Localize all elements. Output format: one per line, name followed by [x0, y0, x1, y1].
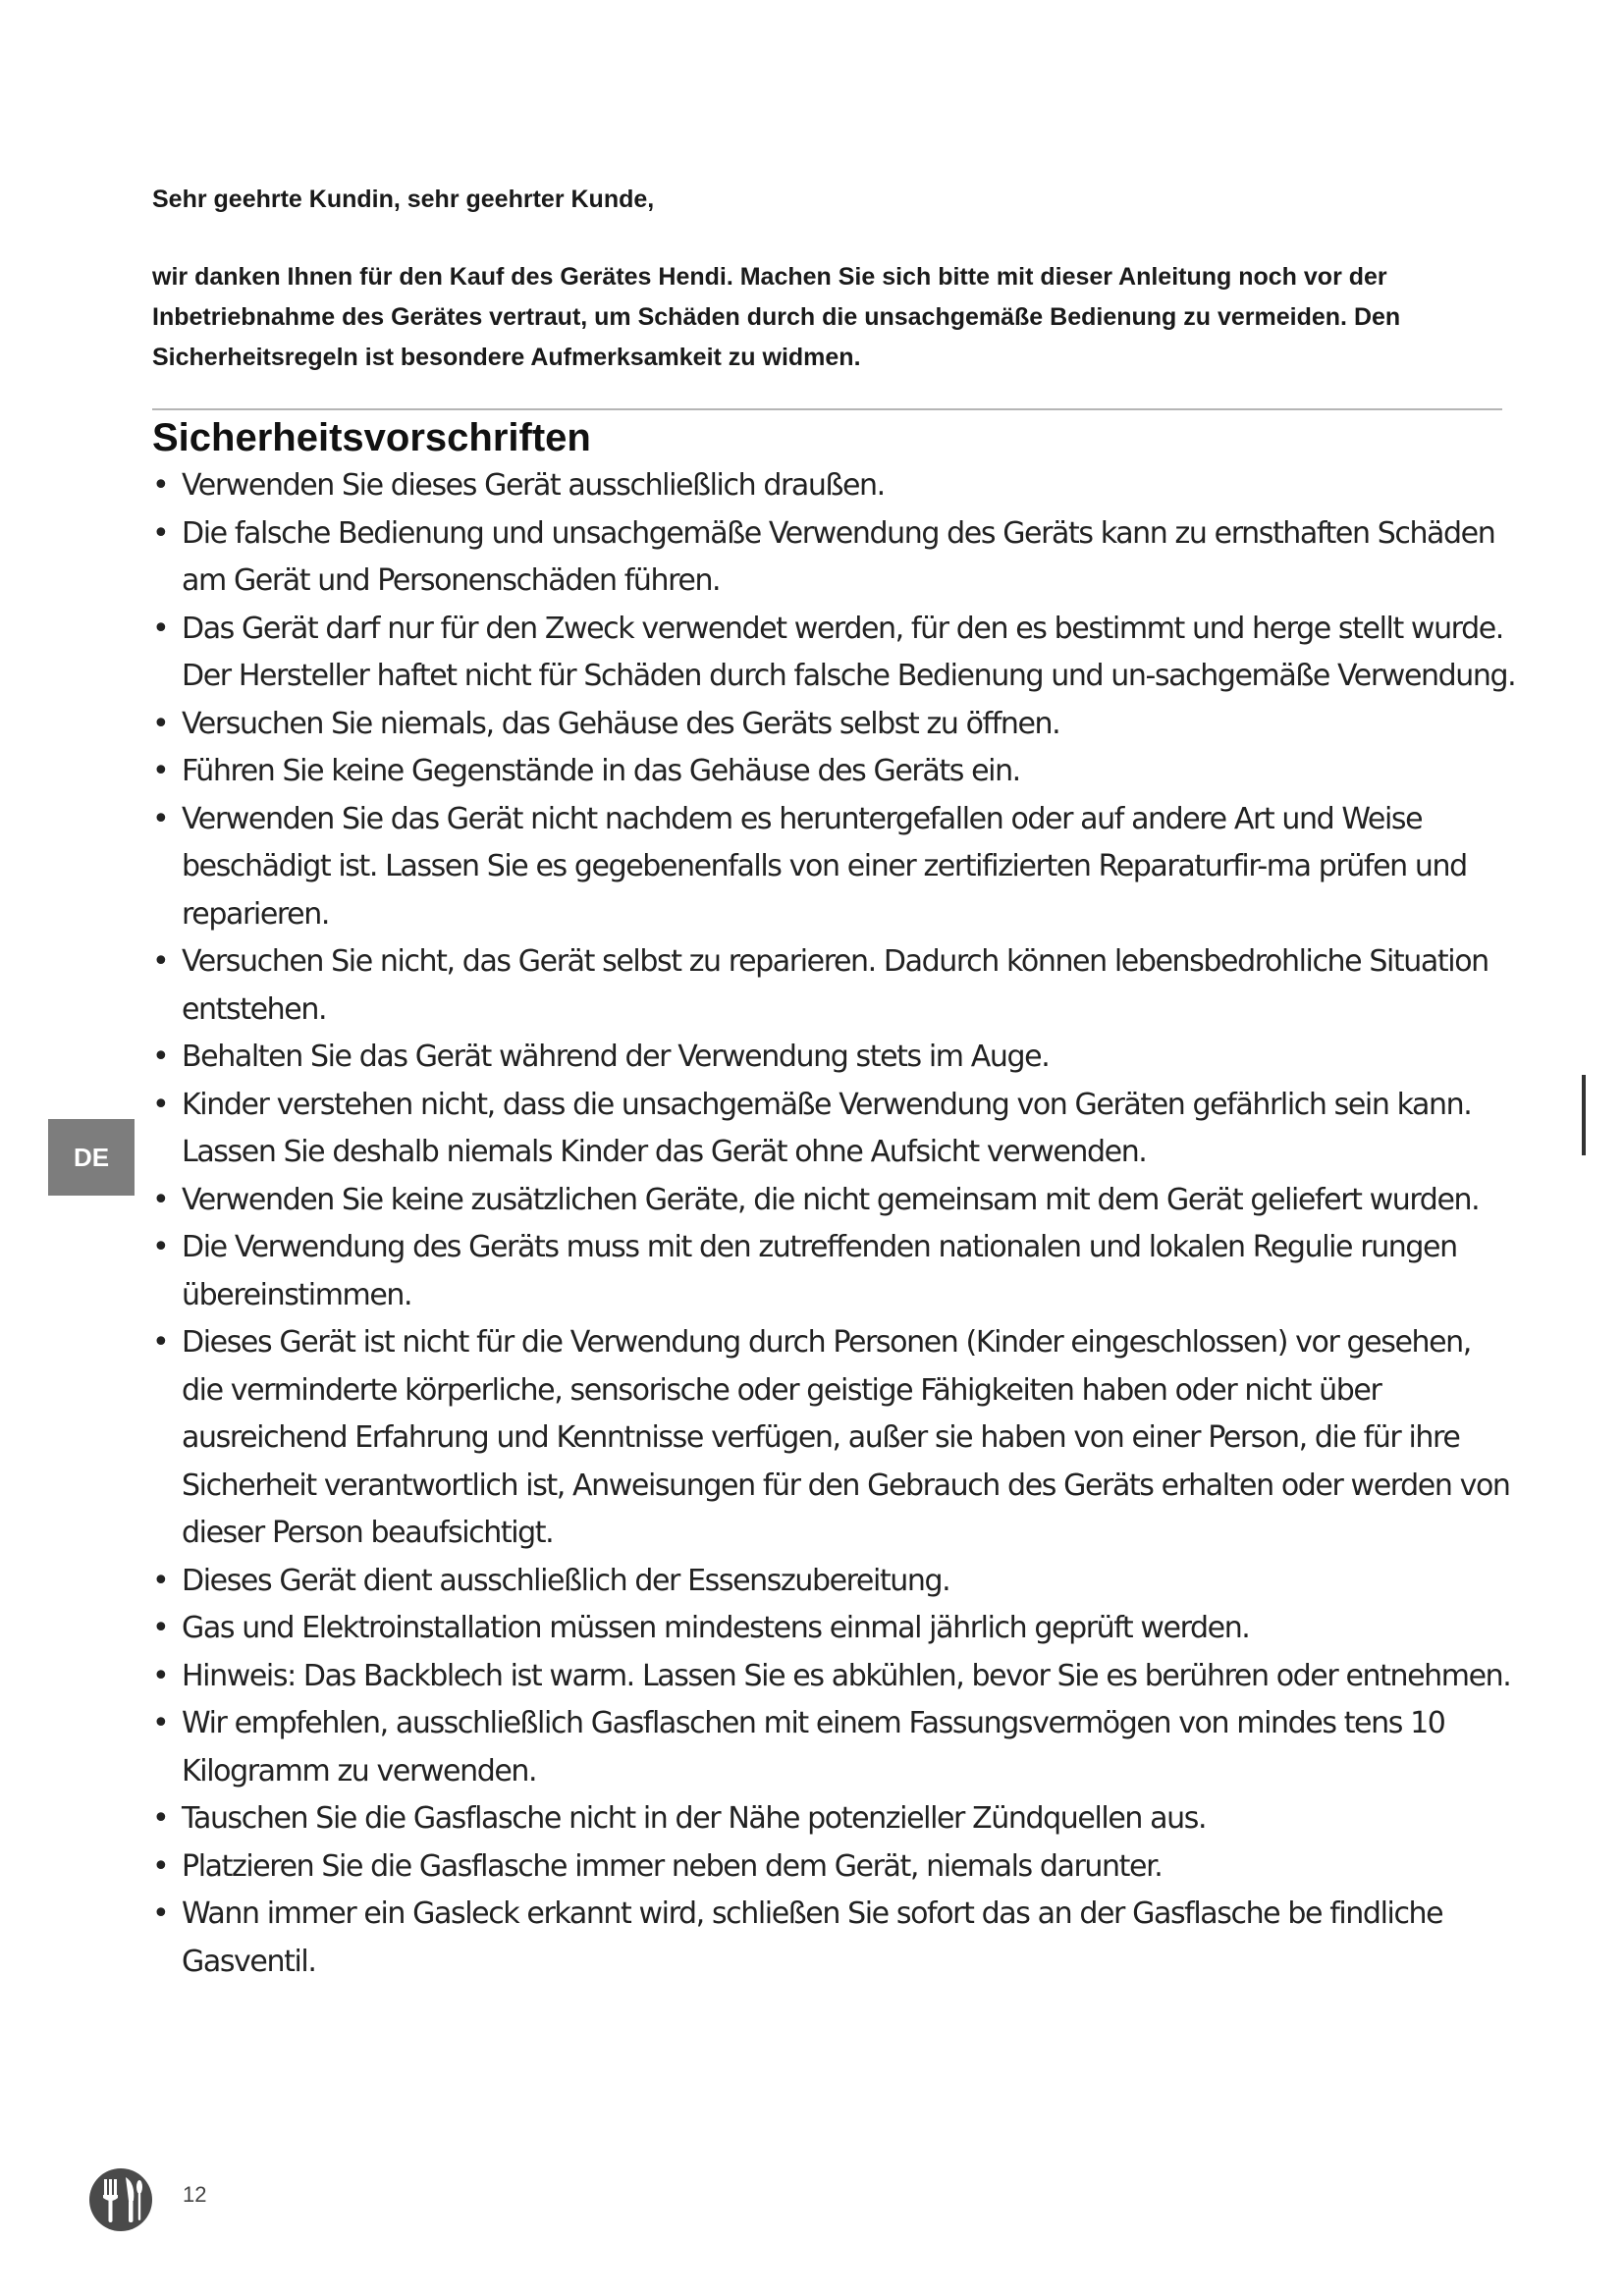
list-item [152, 1082, 1517, 1177]
language-tab: DE [48, 1119, 135, 1196]
bullet-icon: • [152, 1087, 169, 1122]
safety-rules-list [152, 462, 1517, 1986]
list-item-text: Verwenden Sie keine zusätzlichen Geräte, die nicht gemeinsam mit dem Gerät geliefert wurden. [182, 1182, 1480, 1217]
bullet-icon: • [152, 1325, 169, 1360]
list-item-text: Das Gerät darf nur für den Zweck verwendet werden, für den es bestimmt und herge stellt wurde. Der Hersteller haftet nicht für Schäden durch falsche Bedienung und un-sachgemäße Verwendung. [182, 611, 1516, 693]
bullet-icon: • [152, 1658, 169, 1693]
list-item-text: Wann immer ein Gasleck erkannt wird, schließen Sie sofort das an der Gasflasche be findliche Gasventil. [182, 1896, 1443, 1979]
list-item [152, 1843, 1517, 1892]
list-item [152, 510, 1517, 606]
list-item [152, 1319, 1517, 1558]
list-item-text: Die falsche Bedienung und unsachgemäße Verwendung des Geräts kann zu ernsthaften Schäden am Gerät und Personenschäden führen. [182, 515, 1495, 598]
bullet-icon: • [152, 1563, 169, 1598]
list-item [152, 1653, 1517, 1701]
list-item [152, 1034, 1517, 1082]
bullet-icon: • [152, 944, 169, 979]
list-item-text: Gas und Elektroinstallation müssen mindestens einmal jährlich geprüft werden. [182, 1611, 1250, 1645]
cutlery-logo-icon [88, 2167, 153, 2232]
list-item [152, 1224, 1517, 1319]
page-number: 12 [183, 2182, 207, 2207]
list-item [152, 1795, 1517, 1843]
list-item [152, 701, 1517, 749]
list-item [152, 796, 1517, 939]
page-edge-marker [1582, 1075, 1586, 1155]
list-item-text: Versuchen Sie niemals, das Gehäuse des Geräts selbst zu öffnen. [182, 706, 1060, 741]
list-item [152, 1700, 1517, 1795]
greeting: Sehr geehrte Kundin, sehr geehrter Kunde, [152, 186, 655, 213]
list-item [152, 1891, 1517, 1986]
intro-paragraph: wir danken Ihnen für den Kauf des Gerätes Hendi. Machen Sie sich bitte mit dieser Anleitung noch vor der Inbetriebnahme des Gerätes vertraut, um Schäden durch die unsachgemäße Bedienung zu vermeiden. Den Sicherheitsregeln ist besondere Aufmerksamkeit zu widmen. [152, 263, 1401, 371]
list-item-text: Kinder verstehen nicht, dass die unsachgemäße Verwendung von Geräten gefährlich sein kann. Lassen Sie deshalb niemals Kinder das Gerät ohne Aufsicht verwenden. [182, 1087, 1472, 1169]
list-item [152, 1177, 1517, 1225]
bullet-icon: • [152, 611, 169, 646]
bullet-icon: • [152, 1848, 169, 1884]
bullet-icon: • [152, 754, 169, 788]
bullet-icon: • [152, 515, 169, 551]
bullet-icon: • [152, 1706, 169, 1740]
list-item-text: Behalten Sie das Gerät während der Verwendung stets im Auge. [182, 1040, 1050, 1074]
list-item-text: Versuchen Sie nicht, das Gerät selbst zu reparieren. Dadurch können lebensbedrohliche Situation entstehen. [182, 944, 1489, 1027]
list-item-text: Dieses Gerät ist nicht für die Verwendung durch Personen (Kinder eingeschlossen) vor gesehen, die verminderte körperliche, sensorische oder geistige Fähigkeiten haben oder nicht über ausreichend Erfahrung und Kenntnisse verfügen, außer sie haben von einer Person, die für ihre Sicherheit verantwortlich ist, Anweisungen für den Gebrauch des Geräts erhalten oder werden von dieser Person beaufsichtigt. [182, 1325, 1510, 1550]
bullet-icon: • [152, 1230, 169, 1264]
list-item-text: Führen Sie keine Gegenstände in das Gehäuse des Geräts ein. [182, 754, 1020, 788]
list-item-text: Hinweis: Das Backblech ist warm. Lassen Sie es abkühlen, bevor Sie es berühren oder entnehmen. [182, 1658, 1511, 1693]
list-item [152, 938, 1517, 1034]
list-item-text: Wir empfehlen, ausschließlich Gasflaschen mit einem Fassungsvermögen von mindes tens 10 Kilogramm zu verwenden. [182, 1706, 1445, 1789]
bullet-icon: • [152, 468, 169, 503]
list-item [152, 1605, 1517, 1653]
bullet-icon: • [152, 1611, 169, 1645]
bullet-icon: • [152, 1896, 169, 1931]
bullet-icon: • [152, 1801, 169, 1836]
list-item-text: Die Verwendung des Geräts muss mit den zutreffenden nationalen und lokalen Regulie rungen übereinstimmen. [182, 1230, 1457, 1312]
list-item-text: Verwenden Sie das Gerät nicht nachdem es heruntergefallen oder auf andere Art und Weise beschädigt ist. Lassen Sie es gegebenenfalls von einer zertifizierten Reparaturfir-ma prüfen und reparieren. [182, 801, 1467, 932]
list-item-text: Dieses Gerät dient ausschließlich der Essenszubereitung. [182, 1563, 950, 1598]
list-item [152, 606, 1517, 701]
bullet-icon: • [152, 1040, 169, 1074]
list-item [152, 462, 1517, 510]
list-item [152, 1558, 1517, 1606]
bullet-icon: • [152, 706, 169, 741]
list-item-text: Platzieren Sie die Gasflasche immer neben dem Gerät, niemals darunter. [182, 1848, 1163, 1884]
bullet-icon: • [152, 1182, 169, 1217]
section-divider [152, 408, 1502, 410]
list-item-text: Verwenden Sie dieses Gerät ausschließlich draußen. [182, 468, 885, 503]
bullet-icon: • [152, 801, 169, 836]
section-title: Sicherheitsvorschriften [152, 416, 591, 459]
list-item [152, 748, 1517, 796]
list-item-text: Tauschen Sie die Gasflasche nicht in der Nähe potenzieller Zündquellen aus. [182, 1801, 1207, 1836]
